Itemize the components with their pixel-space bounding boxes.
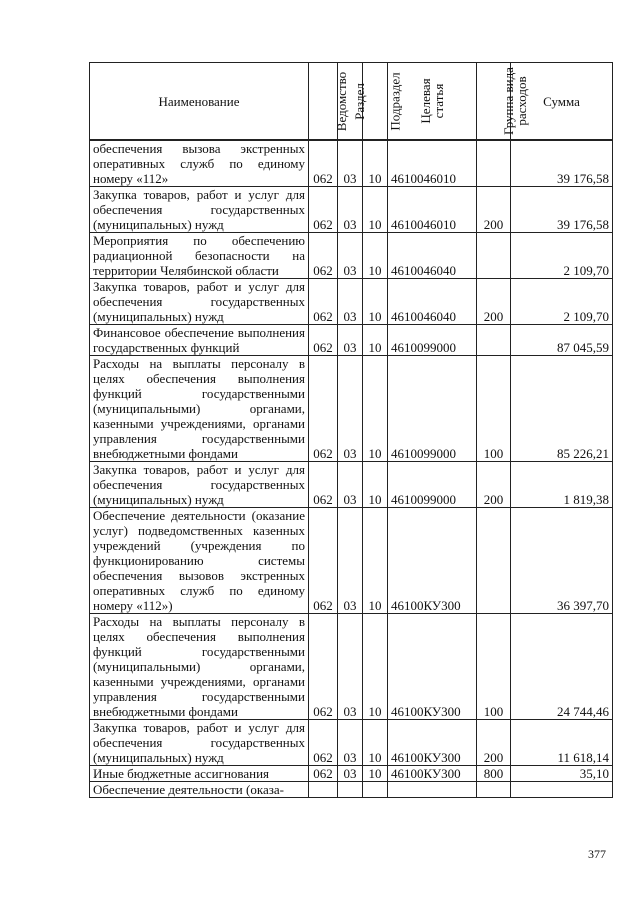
cell-dept: 062 <box>309 508 338 614</box>
cell-dept: 062 <box>309 766 338 782</box>
cell-section: 03 <box>338 614 363 720</box>
table-row <box>90 325 613 356</box>
cell-group: 100 <box>477 614 511 720</box>
cell-sum: 87 045,59 <box>511 325 613 356</box>
cell-sum: 11 618,14 <box>511 720 613 766</box>
cell-dept: 062 <box>309 462 338 508</box>
cell-section: 03 <box>338 720 363 766</box>
cell-section: 03 <box>338 766 363 782</box>
cell-section: 03 <box>338 325 363 356</box>
table-row <box>90 614 613 720</box>
cell-dept: 062 <box>309 279 338 325</box>
cell-section: 03 <box>338 140 363 187</box>
cell-dept <box>309 782 338 798</box>
budget-table <box>89 62 613 798</box>
table-row <box>90 279 613 325</box>
cell-section: 03 <box>338 508 363 614</box>
cell-name: Расходы на выплаты персоналу в целях обеспечения выполнения функций государственными (муниципальными) органами, казенными учреждениями, органами управления государственными внебюджетными фондами <box>90 356 309 462</box>
cell-group: 100 <box>477 356 511 462</box>
cell-sum: 39 176,58 <box>511 187 613 233</box>
cell-target: 4610046040 <box>388 279 477 325</box>
cell-section: 03 <box>338 356 363 462</box>
cell-group <box>477 508 511 614</box>
cell-dept: 062 <box>309 140 338 187</box>
cell-group <box>477 140 511 187</box>
cell-section: 03 <box>338 187 363 233</box>
cell-group <box>477 782 511 798</box>
header-dept: Ведомство <box>309 63 338 141</box>
cell-sum: 85 226,21 <box>511 356 613 462</box>
cell-name: Обеспечение деятельности (оказа- <box>90 782 309 798</box>
cell-dept: 062 <box>309 233 338 279</box>
cell-subsection: 10 <box>363 614 388 720</box>
cell-group: 200 <box>477 720 511 766</box>
cell-name: Расходы на выплаты персоналу в целях обеспечения выполнения функций государственными (муниципальными) органами, казенными учреждениями, органами управления государственными внебюджетными фондами <box>90 614 309 720</box>
cell-name: Закупка товаров, работ и услуг для обеспечения государственных (муниципальных) нужд <box>90 279 309 325</box>
header-name: Наименование <box>90 63 309 141</box>
table-row <box>90 462 613 508</box>
cell-sum: 2 109,70 <box>511 233 613 279</box>
table-row <box>90 766 613 782</box>
cell-name: Иные бюджетные ассигнования <box>90 766 309 782</box>
header-section: Раздел <box>338 63 363 141</box>
cell-section <box>338 782 363 798</box>
cell-name: Закупка товаров, работ и услуг для обеспечения государственных (муниципальных) нужд <box>90 720 309 766</box>
header-target: Целевая статья <box>388 63 477 141</box>
cell-target: 46100КУ300 <box>388 766 477 782</box>
header-sum: Сумма <box>511 63 613 141</box>
cell-sum: 35,10 <box>511 766 613 782</box>
table-row <box>90 140 613 187</box>
cell-dept: 062 <box>309 356 338 462</box>
cell-target: 46100КУ300 <box>388 508 477 614</box>
cell-name: Закупка товаров, работ и услуг для обеспечения государственных (муниципальных) нужд <box>90 462 309 508</box>
cell-subsection: 10 <box>363 233 388 279</box>
cell-target: 46100КУ300 <box>388 614 477 720</box>
cell-dept: 062 <box>309 614 338 720</box>
cell-section: 03 <box>338 233 363 279</box>
cell-name: Финансовое обеспечение выполнения государственных функций <box>90 325 309 356</box>
cell-group: 200 <box>477 279 511 325</box>
cell-subsection: 10 <box>363 140 388 187</box>
table-row <box>90 187 613 233</box>
table-row <box>90 508 613 614</box>
cell-group <box>477 233 511 279</box>
cell-sum: 36 397,70 <box>511 508 613 614</box>
cell-target: 4610046040 <box>388 233 477 279</box>
cell-sum: 39 176,58 <box>511 140 613 187</box>
table-body <box>90 140 613 798</box>
cell-group: 800 <box>477 766 511 782</box>
cell-sum: 2 109,70 <box>511 279 613 325</box>
cell-target: 4610099000 <box>388 325 477 356</box>
cell-subsection: 10 <box>363 462 388 508</box>
cell-subsection: 10 <box>363 187 388 233</box>
cell-subsection: 10 <box>363 325 388 356</box>
header-subsection: Подраздел <box>363 63 388 141</box>
header-row <box>90 63 613 141</box>
cell-subsection: 10 <box>363 279 388 325</box>
table-row <box>90 720 613 766</box>
cell-target: 46100КУ300 <box>388 720 477 766</box>
table-row <box>90 356 613 462</box>
cell-group: 200 <box>477 187 511 233</box>
cell-sum: 1 819,38 <box>511 462 613 508</box>
cell-subsection <box>363 782 388 798</box>
cell-sum <box>511 782 613 798</box>
header-exp-group: Группа вида расходов <box>477 63 511 141</box>
cell-target <box>388 782 477 798</box>
cell-subsection: 10 <box>363 720 388 766</box>
cell-target: 4610099000 <box>388 356 477 462</box>
cell-subsection: 10 <box>363 508 388 614</box>
cell-dept: 062 <box>309 325 338 356</box>
cell-sum: 24 744,46 <box>511 614 613 720</box>
cell-section: 03 <box>338 462 363 508</box>
cell-name: Обеспечение деятельности (оказание услуг) подведомственных казенных учреждений (учреждения по функционированию системы обеспечения вызовов экстренных оперативных служб по единому номеру «112») <box>90 508 309 614</box>
cell-dept: 062 <box>309 720 338 766</box>
cell-name: Закупка товаров, работ и услуг для обеспечения государственных (муниципальных) нужд <box>90 187 309 233</box>
cell-subsection: 10 <box>363 766 388 782</box>
page-number: 377 <box>588 847 606 861</box>
cell-group: 200 <box>477 462 511 508</box>
cell-target: 4610099000 <box>388 462 477 508</box>
cell-target: 4610046010 <box>388 187 477 233</box>
table-row <box>90 233 613 279</box>
cell-group <box>477 325 511 356</box>
table-row <box>90 782 613 798</box>
cell-subsection: 10 <box>363 356 388 462</box>
cell-section: 03 <box>338 279 363 325</box>
cell-dept: 062 <box>309 187 338 233</box>
cell-target: 4610046010 <box>388 140 477 187</box>
cell-name: Мероприятия по обеспечению радиационной безопасности на территории Челябинской области <box>90 233 309 279</box>
cell-name: обеспечения вызова экстренных оперативных служб по единому номеру «112» <box>90 140 309 187</box>
